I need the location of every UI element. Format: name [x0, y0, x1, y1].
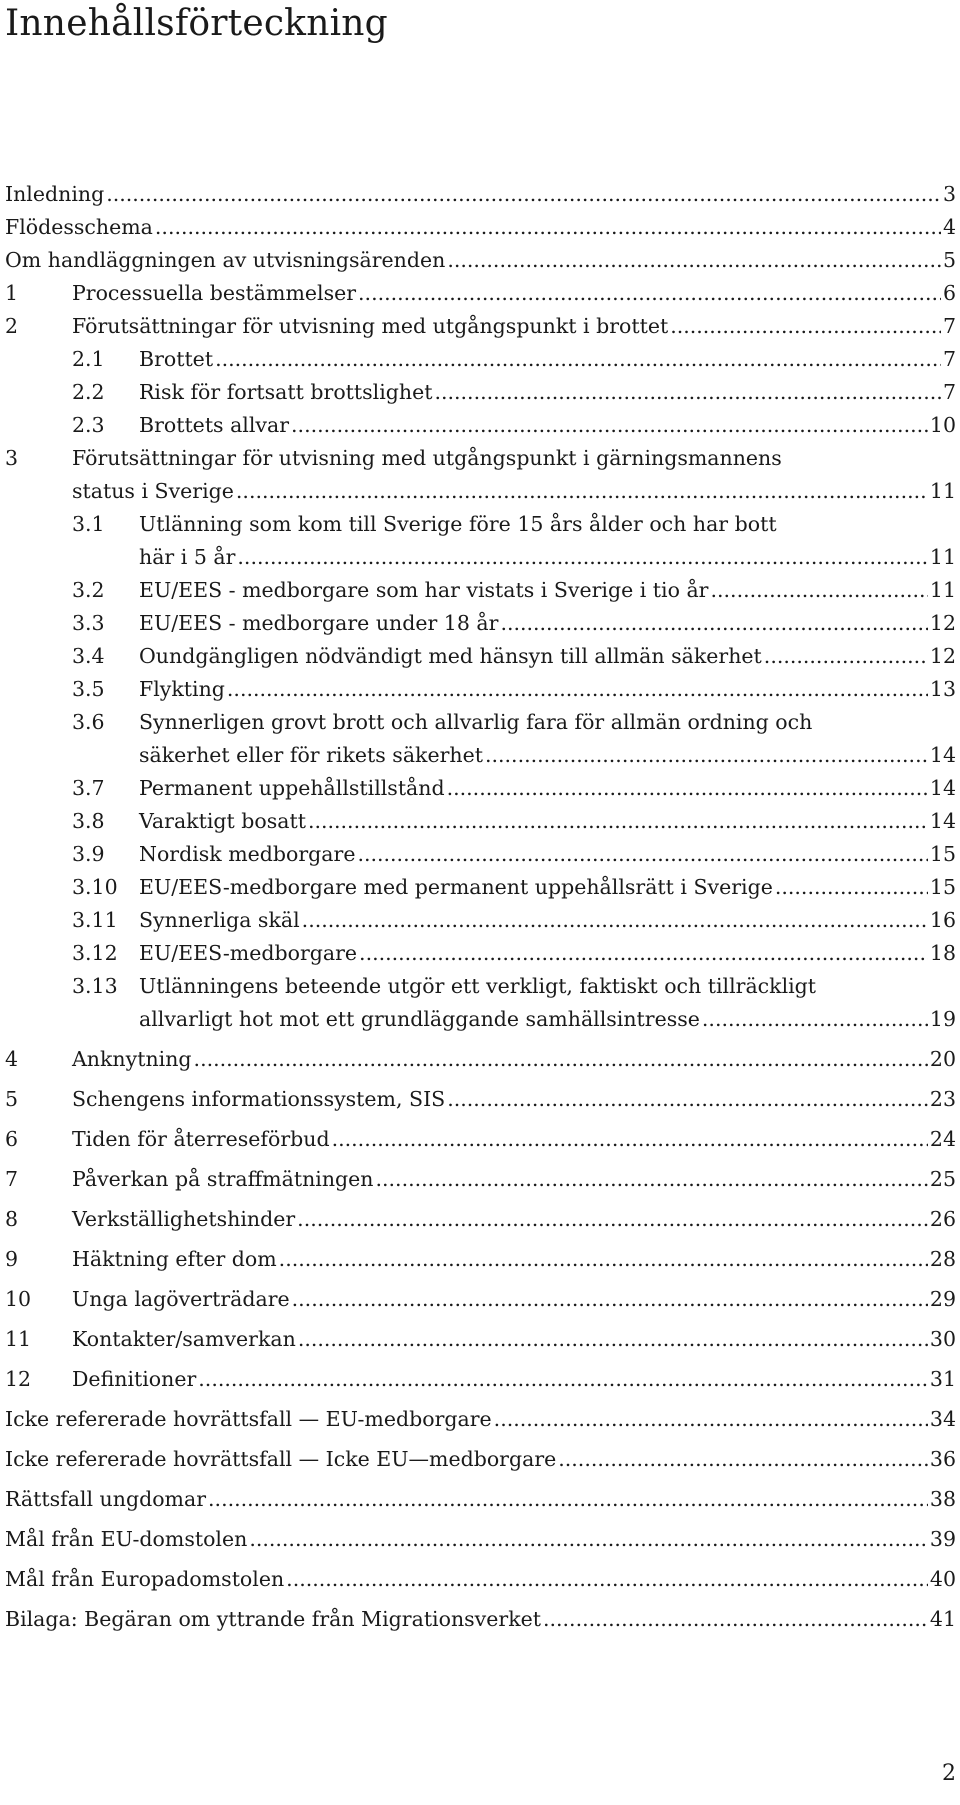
- toc-entry-number: 7: [5, 1167, 19, 1191]
- toc-entry[interactable]: [5, 1123, 956, 1156]
- toc-entry-line: [72, 1243, 956, 1276]
- toc-entry-page: 25: [929, 1167, 956, 1191]
- toc-entry-number: 3: [5, 446, 19, 470]
- toc-entry-page: 12: [929, 644, 956, 668]
- toc-entry-page: 15: [929, 842, 956, 866]
- toc-entry-number: 3.8: [72, 809, 105, 833]
- toc-entry-number: 5: [5, 1087, 19, 1111]
- toc-entry-line: [139, 673, 956, 706]
- toc-entry-line: [139, 904, 956, 937]
- toc-entry[interactable]: [5, 1323, 956, 1356]
- toc-entry-page: 13: [929, 677, 956, 701]
- dot-leader: [543, 1603, 928, 1636]
- dot-leader: [198, 1363, 928, 1396]
- page-number: 2: [942, 1761, 956, 1786]
- toc-entry-body: [5, 1403, 956, 1436]
- dot-leader: [775, 871, 928, 904]
- dot-leader: [702, 1003, 928, 1036]
- toc-entry[interactable]: [5, 1243, 956, 1276]
- toc-entry[interactable]: [5, 1483, 956, 1516]
- toc-entry-body: [72, 1163, 956, 1196]
- toc-entry-body: [139, 772, 956, 805]
- toc-entry-number: 3.11: [72, 908, 118, 932]
- toc-entry[interactable]: [5, 673, 956, 706]
- toc-entry-line: [72, 1363, 956, 1396]
- toc-entry-body: [72, 1083, 956, 1116]
- toc-entry-title: status i Sverige: [72, 479, 234, 503]
- dot-leader: [279, 1243, 928, 1276]
- toc-entry-title: Mål från Europadomstolen: [5, 1567, 285, 1591]
- toc-entry-line: [139, 739, 956, 772]
- toc-entry-body: [5, 178, 956, 211]
- toc-entry-body: [5, 1523, 956, 1556]
- toc-entry-page: 18: [929, 941, 956, 965]
- toc-entry-line: [139, 541, 956, 574]
- toc-entry-number: 12: [5, 1367, 32, 1391]
- toc-entry-title: Varaktigt bosatt: [139, 809, 306, 833]
- page-title: Innehållsförteckning: [5, 3, 388, 44]
- toc-entry-page: 3: [942, 182, 956, 206]
- toc-entry-body: [72, 1363, 956, 1396]
- toc-entry-title: Inledning: [5, 182, 105, 206]
- toc-entry-title: Om handläggningen av utvisningsärenden: [5, 248, 446, 272]
- dot-leader: [215, 343, 941, 376]
- toc-entry-line: [5, 178, 956, 211]
- dot-leader: [286, 1563, 928, 1596]
- table-of-contents: [5, 178, 956, 1636]
- toc-entry-number: 3.9: [72, 842, 105, 866]
- dot-leader: [670, 310, 941, 343]
- dot-leader: [434, 376, 940, 409]
- toc-entry[interactable]: [5, 211, 956, 244]
- toc-entry-page: 29: [929, 1287, 956, 1311]
- dot-leader: [494, 1403, 928, 1436]
- dot-leader: [358, 277, 941, 310]
- toc-entry-body: [72, 1323, 956, 1356]
- toc-entry-number: 9: [5, 1247, 19, 1271]
- toc-entry[interactable]: [5, 178, 956, 211]
- toc-entry-number: 3.12: [72, 941, 118, 965]
- toc-entry[interactable]: [5, 1283, 956, 1316]
- toc-entry-line: [139, 772, 956, 805]
- toc-entry[interactable]: [5, 1363, 956, 1396]
- toc-entry-number: 3.3: [72, 611, 105, 635]
- toc-entry-title: Verkställighetshinder: [72, 1207, 296, 1231]
- toc-entry-title: Synnerliga skäl: [139, 908, 300, 932]
- dot-leader: [447, 244, 941, 277]
- toc-entry-page: 5: [942, 248, 956, 272]
- toc-entry-title: Kontakter/samverkan: [72, 1327, 296, 1351]
- toc-entry-line: [5, 244, 956, 277]
- toc-entry[interactable]: [5, 574, 956, 607]
- dot-leader: [302, 904, 928, 937]
- toc-entry-body: [5, 1563, 956, 1596]
- toc-entry-title: Brottet: [139, 347, 214, 371]
- toc-entry-page: 31: [929, 1367, 956, 1391]
- toc-entry[interactable]: [5, 838, 956, 871]
- toc-entry-body: [5, 211, 956, 244]
- dot-leader: [297, 1203, 928, 1236]
- dot-leader: [291, 409, 928, 442]
- toc-entry-page: 11: [929, 578, 956, 602]
- toc-entry-title-line: Utlänningens beteende utgör ett verkligt, faktiskt och tillräckligt: [139, 974, 817, 998]
- toc-entry-body: [5, 1603, 956, 1636]
- toc-entry-number: 3.13: [72, 974, 118, 998]
- toc-entry-line: [72, 1163, 956, 1196]
- toc-entry-body: [139, 343, 956, 376]
- toc-entry-body: [139, 376, 956, 409]
- toc-entry-line: [139, 607, 956, 640]
- toc-entry-page: 7: [942, 380, 956, 404]
- toc-entry-page: 20: [929, 1047, 956, 1071]
- toc-entry-number: 4: [5, 1047, 19, 1071]
- toc-entry-number: 3.7: [72, 776, 105, 800]
- toc-entry-title: här i 5 år: [139, 545, 236, 569]
- toc-entry-body: [5, 1483, 956, 1516]
- dot-leader: [332, 1123, 928, 1156]
- toc-entry-body: [139, 640, 956, 673]
- toc-entry-line: [139, 1003, 956, 1036]
- toc-entry-page: 26: [929, 1207, 956, 1231]
- toc-entry-line: [139, 838, 956, 871]
- toc-entry-body: [72, 442, 956, 508]
- toc-entry-line: [5, 1443, 956, 1476]
- toc-entry-body: [139, 607, 956, 640]
- toc-entry[interactable]: [5, 376, 956, 409]
- toc-entry-line: [5, 1403, 956, 1436]
- toc-entry-title: Mål från EU-domstolen: [5, 1527, 248, 1551]
- toc-entry-title: EU/EES-medborgare: [139, 941, 358, 965]
- dot-leader: [298, 1323, 928, 1356]
- toc-entry-number: 2.1: [72, 347, 105, 371]
- toc-entry-page: 39: [929, 1527, 956, 1551]
- dot-leader: [237, 541, 928, 574]
- toc-entry-body: [5, 1443, 956, 1476]
- toc-entry-number: 2: [5, 314, 19, 338]
- toc-entry-page: 6: [942, 281, 956, 305]
- toc-entry-title: Anknytning: [72, 1047, 192, 1071]
- dot-leader: [764, 640, 928, 673]
- toc-entry-page: 30: [929, 1327, 956, 1351]
- toc-entry-title: Unga lagöverträdare: [72, 1287, 290, 1311]
- toc-entry-title: Brottets allvar: [139, 413, 290, 437]
- toc-entry-number: 6: [5, 1127, 19, 1151]
- toc-entry-number: 3.5: [72, 677, 105, 701]
- toc-entry-page: 38: [929, 1487, 956, 1511]
- dot-leader: [308, 805, 928, 838]
- toc-entry-body: [139, 970, 956, 1036]
- toc-entry[interactable]: [5, 508, 956, 574]
- toc-entry[interactable]: [5, 805, 956, 838]
- toc-entry-title: Förutsättningar för utvisning med utgångspunkt i brottet: [72, 314, 669, 338]
- toc-entry[interactable]: [5, 1443, 956, 1476]
- toc-entry-body: [72, 1123, 956, 1156]
- toc-entry-body: [72, 1243, 956, 1276]
- dot-leader: [194, 1043, 928, 1076]
- toc-entry-title: EU/EES-medborgare med permanent uppehållsrätt i Sverige: [139, 875, 773, 899]
- toc-entry-line: [139, 937, 956, 970]
- toc-entry[interactable]: [5, 343, 956, 376]
- toc-entry-title: Påverkan på straffmätningen: [72, 1167, 374, 1191]
- toc-entry-line: [139, 805, 956, 838]
- toc-entry-title: allvarligt hot mot ett grundläggande samhällsintresse: [139, 1007, 700, 1031]
- toc-entry-number: 3.6: [72, 710, 105, 734]
- toc-entry-page: 24: [929, 1127, 956, 1151]
- toc-entry-line: [139, 376, 956, 409]
- toc-entry-line: [5, 1603, 956, 1636]
- toc-entry[interactable]: [5, 1203, 956, 1236]
- dot-leader: [357, 838, 927, 871]
- toc-entry[interactable]: [5, 1403, 956, 1436]
- toc-entry-title: Oundgängligen nödvändigt med hänsyn till allmän säkerhet: [139, 644, 762, 668]
- toc-entry-page: 10: [929, 413, 956, 437]
- toc-entry-body: [139, 574, 956, 607]
- toc-entry-title: Flykting: [139, 677, 225, 701]
- toc-entry-page: 7: [942, 314, 956, 338]
- toc-entry[interactable]: [5, 277, 956, 310]
- toc-entry-title: Risk för fortsatt brottslighet: [139, 380, 433, 404]
- dot-leader: [376, 1163, 928, 1196]
- toc-entry-number: 11: [5, 1327, 32, 1351]
- toc-entry-title: Nordisk medborgare: [139, 842, 356, 866]
- toc-entry-number: 2.2: [72, 380, 105, 404]
- toc-entry[interactable]: [5, 871, 956, 904]
- toc-entry-page: 11: [929, 545, 956, 569]
- toc-entry-line: [72, 1203, 956, 1236]
- toc-entry-body: [72, 277, 956, 310]
- dot-leader: [711, 574, 928, 607]
- toc-entry-title: Schengens informationssystem, SIS: [72, 1087, 446, 1111]
- toc-entry-number: 3.1: [72, 512, 105, 536]
- toc-entry-line: [5, 1523, 956, 1556]
- toc-entry-line: [139, 871, 956, 904]
- toc-entry-page: 19: [929, 1007, 956, 1031]
- toc-entry-body: [72, 1043, 956, 1076]
- toc-entry-page: 40: [929, 1567, 956, 1591]
- toc-entry-body: [72, 1283, 956, 1316]
- toc-entry-page: 36: [929, 1447, 956, 1471]
- toc-entry-page: 12: [929, 611, 956, 635]
- toc-entry-body: [139, 706, 956, 772]
- toc-entry[interactable]: [5, 409, 956, 442]
- dot-leader: [359, 937, 928, 970]
- toc-entry-number: 1: [5, 281, 19, 305]
- toc-entry[interactable]: [5, 244, 956, 277]
- toc-entry[interactable]: [5, 1563, 956, 1596]
- toc-entry-number: 3.2: [72, 578, 105, 602]
- toc-entry-page: 14: [929, 776, 956, 800]
- toc-entry-body: [139, 805, 956, 838]
- toc-entry-title: Häktning efter dom: [72, 1247, 277, 1271]
- toc-entry-title-line: Utlänning som kom till Sverige före 15 års ålder och har bott: [139, 512, 777, 536]
- toc-entry-title-line: Förutsättningar för utvisning med utgångspunkt i gärningsmannens: [72, 446, 782, 470]
- toc-entry[interactable]: [5, 640, 956, 673]
- toc-entry-line: [5, 1483, 956, 1516]
- toc-entry-number: 2.3: [72, 413, 105, 437]
- toc-entry-number: 8: [5, 1207, 19, 1231]
- dot-leader: [447, 772, 928, 805]
- toc-entry-page: 16: [929, 908, 956, 932]
- toc-entry-page: 7: [942, 347, 956, 371]
- toc-entry-title-line: Synnerligen grovt brott och allvarlig fara för allmän ordning och: [139, 710, 813, 734]
- toc-entry-page: 4: [942, 215, 956, 239]
- dot-leader: [236, 475, 928, 508]
- toc-entry-body: [139, 508, 956, 574]
- toc-entry-line: [139, 343, 956, 376]
- toc-entry-page: 41: [929, 1607, 956, 1631]
- dot-leader: [447, 1083, 928, 1116]
- toc-entry-body: [139, 871, 956, 904]
- toc-entry[interactable]: [5, 1083, 956, 1116]
- toc-entry-line: [139, 574, 956, 607]
- toc-entry-body: [139, 409, 956, 442]
- toc-entry-body: [72, 1203, 956, 1236]
- toc-entry[interactable]: [5, 442, 956, 508]
- toc-entry-line: [72, 1083, 956, 1116]
- toc-entry-title: Icke refererade hovrättsfall — Icke EU—medborgare: [5, 1447, 557, 1471]
- toc-entry-body: [139, 904, 956, 937]
- dot-leader: [208, 1483, 928, 1516]
- toc-entry-line: [72, 1283, 956, 1316]
- toc-entry-title: säkerhet eller för rikets säkerhet: [139, 743, 483, 767]
- toc-entry-page: 14: [929, 743, 956, 767]
- toc-entry-line: [72, 1323, 956, 1356]
- toc-entry-body: [139, 838, 956, 871]
- dot-leader: [249, 1523, 928, 1556]
- toc-entry-line: [72, 475, 956, 508]
- toc-entry-page: 28: [929, 1247, 956, 1271]
- toc-entry[interactable]: [5, 1163, 956, 1196]
- dot-leader: [292, 1283, 928, 1316]
- dot-leader: [485, 739, 928, 772]
- toc-entry-page: 14: [929, 809, 956, 833]
- dot-leader: [558, 1443, 928, 1476]
- toc-entry-title: Flödesschema: [5, 215, 153, 239]
- dot-leader: [227, 673, 928, 706]
- toc-entry-title: Tiden för återreseförbud: [72, 1127, 330, 1151]
- dot-leader: [106, 178, 941, 211]
- toc-entry[interactable]: [5, 706, 956, 772]
- toc-entry-number: 3.4: [72, 644, 105, 668]
- toc-entry-page: 15: [929, 875, 956, 899]
- dot-leader: [500, 607, 927, 640]
- toc-entry-page: 34: [929, 1407, 956, 1431]
- toc-entry-title: EU/EES - medborgare under 18 år: [139, 611, 499, 635]
- toc-entry[interactable]: [5, 970, 956, 1036]
- toc-entry-line: [72, 1123, 956, 1156]
- toc-entry-title: Definitioner: [72, 1367, 197, 1391]
- toc-entry-line: [72, 310, 956, 343]
- toc-entry-body: [5, 244, 956, 277]
- toc-entry-page: 11: [929, 479, 956, 503]
- toc-entry-line: [139, 640, 956, 673]
- toc-entry-title: Rättsfall ungdomar: [5, 1487, 207, 1511]
- toc-entry[interactable]: [5, 1043, 956, 1076]
- toc-entry-title: Bilaga: Begäran om yttrande från Migrationsverket: [5, 1607, 541, 1631]
- toc-entry-body: [72, 310, 956, 343]
- toc-entry-title: Icke refererade hovrättsfall — EU-medborgare: [5, 1407, 492, 1431]
- toc-entry-line: [5, 1563, 956, 1596]
- toc-entry[interactable]: [5, 607, 956, 640]
- toc-entry[interactable]: [5, 310, 956, 343]
- toc-entry[interactable]: [5, 937, 956, 970]
- toc-entry-title: Processuella bestämmelser: [72, 281, 357, 305]
- dot-leader: [155, 211, 941, 244]
- toc-entry-body: [139, 673, 956, 706]
- toc-entry-number: 3.10: [72, 875, 118, 899]
- toc-entry-line: [72, 1043, 956, 1076]
- toc-entry-title: EU/EES - medborgare som har vistats i Sverige i tio år: [139, 578, 709, 602]
- toc-entry[interactable]: [5, 1603, 956, 1636]
- toc-entry[interactable]: [5, 1523, 956, 1556]
- toc-entry-line: [139, 409, 956, 442]
- toc-entry-body: [139, 937, 956, 970]
- toc-entry-line: [5, 211, 956, 244]
- toc-entry-line: [72, 277, 956, 310]
- toc-entry[interactable]: [5, 904, 956, 937]
- toc-entry-page: 23: [929, 1087, 956, 1111]
- toc-entry-title: Permanent uppehållstillstånd: [139, 776, 445, 800]
- toc-entry-number: 10: [5, 1287, 32, 1311]
- toc-entry[interactable]: [5, 772, 956, 805]
